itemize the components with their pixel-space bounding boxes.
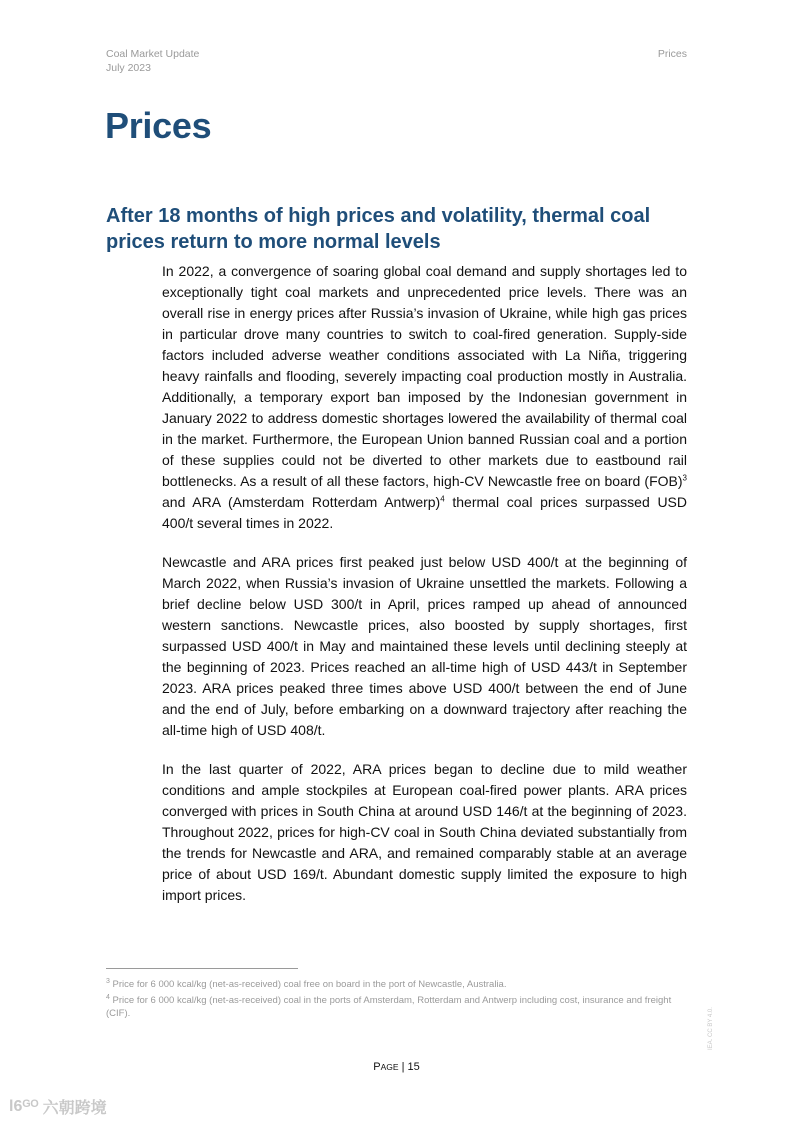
footnote-divider <box>106 968 298 969</box>
footnotes <box>106 975 688 1020</box>
footnote-ref-4[interactable]: 4 <box>440 494 445 504</box>
footnote-text: Price for 6 000 kcal/kg (net-as-received) coal in the ports of Amsterdam, Rotterdam and Antwerp including cost, insurance and freight (CIF). <box>106 995 672 1020</box>
page-number-value: 15 <box>407 1061 420 1073</box>
paragraph-2: Newcastle and ARA prices first peaked just below USD 400/t at the beginning of March 2022, when Russia’s invasion of Ukraine unsettled the markets. Following a brief decline below USD 300/t in April, prices ramped up ahead of announced western sanctions. Newcastle prices, also boosted by supply shortages, first surpassed USD 400/t in May and maintained these levels until declining steeply at the beginning of 2023. Prices reached an all-time high of USD 443/t in September 2023. ARA prices peaked three times above USD 400/t between the end of June and the end of July, before embarking on a downward trajectory after reaching the all-time high of USD 408/t. <box>162 554 687 738</box>
running-header-section: Prices <box>657 48 687 60</box>
paragraph-3: In the last quarter of 2022, ARA prices began to decline due to mild weather conditions and ample stockpiles at European coal-fired power plants. ARA prices converged with prices in South China at around USD 146/t at the beginning of 2023. Throughout 2022, prices for high-CV coal in South China deviated substantially from the trends for Newcastle and ARA, and remained comparably stable at an average price of about USD 169/t. Abundant domestic supply limited the exposure to high import prices. <box>162 761 687 903</box>
paragraph-1-part-a: In 2022, a convergence of soaring global coal demand and supply shortages led to exceptionally tight coal markets and unprecedented price levels. There was an overall rise in energy prices after Russia’s invasion of Ukraine, while high gas prices in particular drove many countries to switch to coal-fired generation. Supply-side factors included adverse weather conditions associated with La Niña, triggering heavy rainfalls and flooding, severely impacting coal production mostly in Australia. Additionally, a temporary export ban imposed by the Indonesian government in January 2022 to address domestic shortages lowered the availability of thermal coal in the market. Furthermore, the European Union banned Russian coal and a portion of these supplies could not be diverted to other markets due to eastbound rail bottlenecks. As a result of all these factors, high-CV Newcastle free on board (FOB) <box>162 263 687 489</box>
paragraph-1-part-b: and ARA (Amsterdam Rotterdam Antwerp) <box>162 494 441 510</box>
page-label-initial: P <box>373 1061 381 1073</box>
footnote-text: Price for 6 000 kcal/kg (net-as-received) coal free on board in the port of Newcastle, Australia. <box>112 979 507 991</box>
body-text <box>162 261 687 924</box>
footnote <box>106 991 688 1020</box>
paragraph-1 <box>162 261 687 534</box>
watermark <box>9 1095 107 1118</box>
watermark-logo: l6ᴳᴼ <box>9 1097 39 1115</box>
footnote-ref-3[interactable]: 3 <box>682 473 687 483</box>
footnote-marker: 3 <box>106 978 110 985</box>
section-heading: After 18 months of high prices and volatility, thermal coal prices return to more normal levels <box>106 205 651 253</box>
footnote <box>106 975 688 991</box>
report-date: July 2023 <box>106 62 151 74</box>
footnote-marker: 4 <box>106 994 110 1002</box>
page-number <box>0 1061 793 1073</box>
watermark-brand: 六朝跨境 <box>42 1100 107 1117</box>
running-header-left <box>106 47 199 75</box>
license-notice: IEA. CC BY 4.0. <box>708 1007 714 1050</box>
paragraph-1-part-c: thermal coal prices surpassed USD 400/t several times in 2022. <box>162 494 688 531</box>
report-title: Coal Market Update <box>106 48 200 60</box>
page-label-rest: AGE <box>380 1062 399 1072</box>
page-title: Prices <box>105 105 212 146</box>
page-number-separator: | <box>398 1061 408 1073</box>
